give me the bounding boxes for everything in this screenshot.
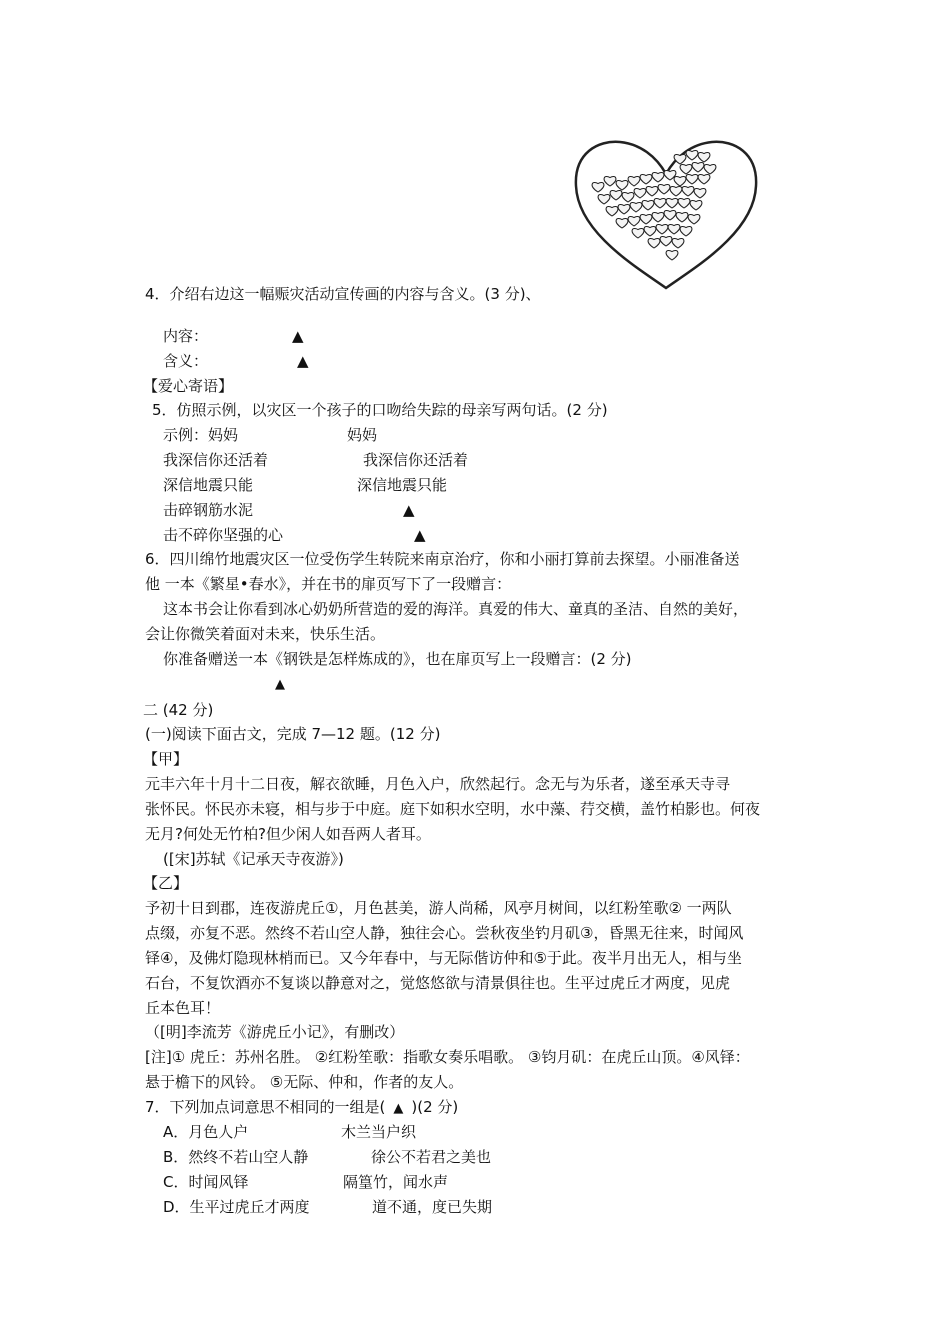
q7-prompt bbox=[145, 1097, 458, 1119]
part2-sub: (一)阅读下面古文，完成 7—12 题。(12 分) bbox=[145, 725, 441, 743]
small-heart bbox=[648, 239, 660, 248]
jia-text-line: 张怀民。怀民亦未寝，相与步于中庭。庭下如积水空明，水中藻、荇交横，盖竹柏影也。何夜 bbox=[145, 800, 761, 818]
small-heart bbox=[656, 225, 668, 234]
yi-note-line: 悬于檐下的风铃。 ⑤无际、仲和，作者的友人。 bbox=[145, 1073, 464, 1091]
small-heart bbox=[628, 217, 640, 226]
q7-option-left: C．时闻风铎 bbox=[163, 1173, 249, 1191]
small-heart bbox=[632, 229, 644, 238]
small-heart bbox=[654, 199, 666, 208]
small-heart bbox=[640, 215, 652, 224]
answer-mark: ▲ bbox=[403, 501, 415, 519]
q7-option-right: 隔篁竹，闻水声 bbox=[343, 1173, 449, 1191]
small-heart bbox=[690, 201, 702, 210]
q7-option-left: D．生平过虎丘才两度 bbox=[163, 1198, 310, 1216]
example-right-line: 妈妈 bbox=[347, 426, 378, 444]
small-heart bbox=[676, 213, 688, 222]
answer-mark: ▲ bbox=[414, 526, 426, 544]
q4-content-label: 内容： bbox=[163, 327, 209, 345]
small-heart bbox=[694, 189, 706, 198]
yi-text-line: 予初十日到郡，连夜游虎丘①，月色甚美，游人尚稀，风亭月树间，以红粉笙歌② 一两队 bbox=[145, 899, 732, 917]
small-heart bbox=[598, 195, 610, 204]
small-heart bbox=[652, 213, 664, 222]
heart-china-map-illustration bbox=[568, 128, 764, 298]
q7-prompt-pre: 7．下列加点词意思不相同的一组是( bbox=[145, 1098, 386, 1116]
answer-mark: ▲ bbox=[297, 352, 309, 370]
q4-meaning-label: 含义： bbox=[163, 352, 209, 370]
small-heart bbox=[674, 155, 686, 164]
jia-source: ([宋]苏轼《记承天寺夜游》) bbox=[163, 850, 344, 868]
small-heart bbox=[686, 151, 698, 160]
q5-prompt: 5．仿照示例，以灾区一个孩子的口吻给失踪的母亲写两句话。(2 分) bbox=[152, 401, 608, 419]
q6-line: 他 一本《繁星•春水》，并在书的扉页写下了一段赠言： bbox=[145, 575, 512, 593]
small-heart bbox=[606, 207, 618, 216]
yi-text-line: 铎④，及佛灯隐现林梢而已。又今年春中，与无际偕访仲和⑤于此。夜半月出无人，相与坐 bbox=[145, 949, 742, 967]
yi-text-line: 丘本色耳！ bbox=[145, 999, 221, 1017]
section-love-header: 【爱心寄语】 bbox=[143, 377, 234, 395]
small-heart bbox=[698, 175, 710, 184]
small-heart bbox=[592, 183, 604, 192]
example-left-line: 击碎钢筋水泥 bbox=[163, 501, 254, 519]
q6-quote-line: 这本书会让你看到冰心奶奶所营造的爱的海洋。真爱的伟大、童真的圣洁、自然的美好， bbox=[163, 600, 749, 618]
q6-task: 你准备赠送一本《钢铁是怎样炼成的》，也在扉页写上一段赠言：(2 分) bbox=[163, 650, 632, 668]
small-heart bbox=[698, 153, 710, 162]
yi-text-line: 点缀，亦复不恶。然终不若山空人静，独往会心。尝秋夜坐钓月矶③，昏黑无往来，时闻风 bbox=[145, 924, 744, 942]
small-heart bbox=[630, 203, 642, 212]
small-heart bbox=[680, 165, 692, 174]
small-heart bbox=[678, 199, 690, 208]
example-left-line: 我深信你还活着 bbox=[163, 451, 269, 469]
yi-note-line: [注]① 虎丘：苏州名胜。 ②红粉笙歌：指歌女奏乐唱歌。 ③钧月矶：在虎丘山顶。④风铎： bbox=[145, 1048, 750, 1066]
small-heart bbox=[640, 175, 652, 184]
q6-quote-line: 会让你微笑着面对未来，快乐生活。 bbox=[145, 625, 386, 643]
yi-source: （[明]李流芳《游虎丘小记》，有删改） bbox=[145, 1023, 405, 1041]
q7-option-right: 道不通，度已失期 bbox=[372, 1198, 493, 1216]
small-heart bbox=[674, 177, 686, 186]
small-heart bbox=[670, 187, 682, 196]
small-heart bbox=[610, 191, 622, 200]
small-heart bbox=[616, 181, 628, 190]
example-left-line: 示例：妈妈 bbox=[163, 426, 239, 444]
small-heart bbox=[666, 251, 678, 260]
answer-mark: ▲ bbox=[275, 677, 285, 692]
small-heart bbox=[644, 227, 656, 236]
jia-label: 【甲】 bbox=[143, 750, 189, 768]
small-heart bbox=[634, 189, 646, 198]
small-heart bbox=[686, 175, 698, 184]
china-map-hearts bbox=[592, 151, 716, 260]
q7-option-left: B．然终不若山空人静 bbox=[163, 1148, 309, 1166]
small-heart bbox=[646, 187, 658, 196]
q6-line: 6．四川绵竹地震灾区一位受伤学生转院来南京治疗，你和小丽打算前去探望。小丽准备送 bbox=[145, 550, 740, 568]
small-heart bbox=[682, 187, 694, 196]
small-heart bbox=[658, 185, 670, 194]
small-heart bbox=[680, 227, 692, 236]
small-heart bbox=[672, 239, 684, 248]
q7-option-right: 木兰当户织 bbox=[341, 1123, 417, 1141]
small-heart bbox=[618, 205, 630, 214]
small-heart bbox=[704, 165, 716, 174]
q4-prompt: 4．介绍右边这一幅赈灾活动宣传画的内容与含义。(3 分)、 bbox=[145, 285, 541, 303]
example-left-line: 深信地震只能 bbox=[163, 476, 254, 494]
small-heart bbox=[692, 163, 704, 172]
q7-option-left: A．月色人户 bbox=[163, 1123, 249, 1141]
small-heart bbox=[616, 219, 628, 228]
small-heart bbox=[666, 199, 678, 208]
example-right-line: 我深信你还活着 bbox=[363, 451, 469, 469]
jia-text-line: 元丰六年十月十二日夜，解衣欲睡，月色入户，欣然起行。念无与为乐者，遂至承天寺寻 bbox=[145, 775, 731, 793]
example-left-line: 击不碎你坚强的心 bbox=[163, 526, 284, 544]
small-heart bbox=[642, 201, 654, 210]
example-right-line: 深信地震只能 bbox=[357, 476, 448, 494]
yi-text-line: 石台，不复饮酒亦不复谈以静意对之，觉悠悠欲与清景俱往也。生平过虎丘才两度，见虎 bbox=[145, 974, 731, 992]
answer-mark: ▲ bbox=[393, 1101, 404, 1116]
small-heart bbox=[664, 211, 676, 220]
small-heart bbox=[604, 177, 616, 186]
small-heart bbox=[668, 225, 680, 234]
small-heart bbox=[622, 193, 634, 202]
small-heart bbox=[628, 177, 640, 186]
yi-label: 【乙】 bbox=[143, 874, 189, 892]
small-heart bbox=[652, 173, 664, 182]
answer-mark: ▲ bbox=[292, 327, 304, 345]
q7-option-right: 徐公不若君之美也 bbox=[371, 1148, 492, 1166]
small-heart bbox=[660, 237, 672, 246]
jia-text-line: 无月?何处无竹柏?但少闲人如吾两人者耳。 bbox=[145, 825, 431, 843]
small-heart bbox=[688, 215, 700, 224]
q7-prompt-post: )(2 分) bbox=[411, 1098, 459, 1116]
part2-header: 二 (42 分) bbox=[143, 701, 214, 719]
